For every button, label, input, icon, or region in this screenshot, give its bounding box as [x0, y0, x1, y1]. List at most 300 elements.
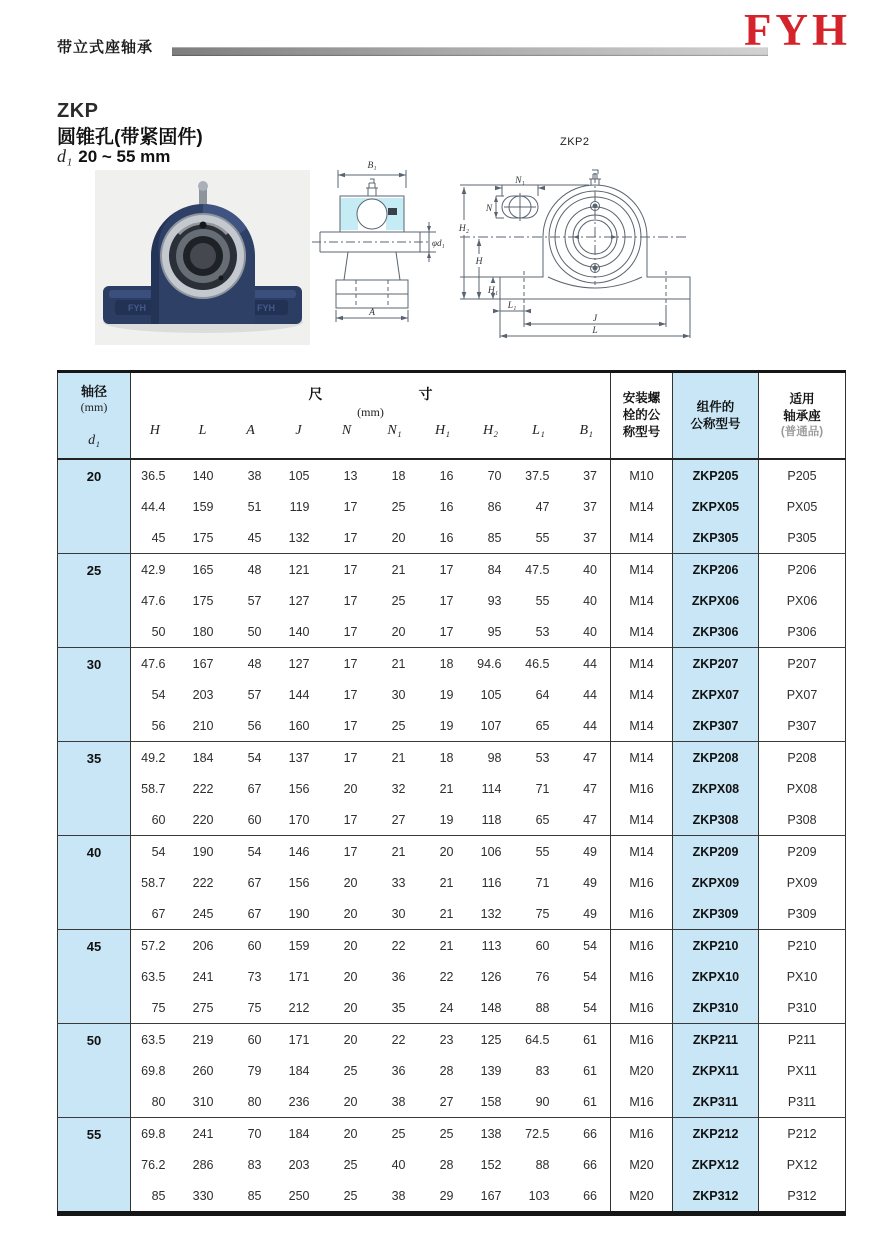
dim-value-cell: 47 [583, 781, 597, 796]
dim-value-cell: 60 [247, 812, 262, 827]
dim-value-cell: 21 [371, 648, 419, 680]
table-row [58, 585, 846, 616]
dim-symbol-h1: H₁ [435, 423, 450, 438]
bolt-size-cell: M16 [611, 898, 673, 930]
bolt-size-cell: M16 [611, 992, 673, 1024]
bolt-size-cell: M14 [611, 836, 673, 868]
shaft-diameter-header [58, 372, 131, 460]
unit-number-cell: ZKP311 [673, 1086, 759, 1118]
dim-value-cell: 114 [481, 781, 502, 796]
dim-value-cell: 146 [275, 836, 323, 868]
dim-value-cell: 156 [288, 875, 310, 890]
dim-value-cell: 38 [227, 459, 275, 491]
housing-number-cell: PX07 [786, 687, 818, 702]
dim-value-cell: 76.2 [141, 1157, 166, 1172]
dim-value-cell: 17 [323, 648, 371, 680]
dim-value-cell: 65 [535, 718, 550, 733]
dim-value-cell: 127 [275, 648, 323, 680]
dim-value-cell: 60 [151, 812, 166, 827]
dim-value-cell: 184 [275, 1118, 323, 1150]
table-row [58, 1055, 846, 1086]
front-view-label: ZKP2 [560, 136, 590, 148]
dim-value-cell: 20 [343, 969, 358, 984]
table-row [58, 992, 846, 1024]
dim-value-cell: 54 [227, 742, 275, 774]
dim-value-cell: 171 [288, 969, 310, 984]
dim-value-cell: 241 [192, 969, 214, 984]
dim-value-cell: 17 [323, 742, 371, 774]
housing-number-cell: P205 [759, 459, 846, 491]
dim-value-cell: 70 [467, 459, 515, 491]
dim-value-cell: 138 [467, 1118, 515, 1150]
dim-value-cell: 47 [583, 812, 597, 827]
housing-number-cell: P306 [787, 624, 817, 639]
dim-value-cell: 132 [480, 906, 502, 921]
dim-value-cell: 167 [480, 1188, 502, 1203]
dim-value-cell: 47 [535, 499, 550, 514]
dim-value-cell: 24 [439, 1000, 454, 1015]
dim-value-cell: 95 [487, 624, 502, 639]
dim-value-cell: 42.9 [131, 554, 179, 586]
dim-value-cell: 330 [192, 1188, 214, 1203]
shaft-diameter-cell: 20 [58, 459, 131, 554]
dim-value-cell: 116 [481, 875, 502, 890]
dim-value-cell: 50 [247, 624, 262, 639]
dim-value-cell: 16 [439, 530, 454, 545]
dim-value-cell: 61 [583, 1063, 597, 1078]
dim-value-cell: 44 [563, 648, 611, 680]
header-divider-bar [172, 47, 768, 56]
dim-value-cell: 139 [480, 1063, 502, 1078]
housing-number-cell: P307 [787, 718, 817, 733]
housing-number-cell: PX06 [786, 593, 818, 608]
shaft-header-unit: (mm) [80, 400, 108, 414]
dim-value-cell: 51 [247, 499, 262, 514]
unit-number-cell: ZKP206 [673, 554, 759, 586]
dim-value-cell: 20 [323, 1024, 371, 1056]
series-code: ZKP [57, 100, 99, 122]
dim-label-a: A [369, 308, 375, 318]
dim-value-cell: 17 [343, 593, 358, 608]
dim-value-cell: 260 [192, 1063, 214, 1078]
dim-value-cell: 36 [391, 969, 406, 984]
dim-value-cell: 66 [563, 1118, 611, 1150]
dim-value-cell: 156 [288, 781, 310, 796]
table-row [58, 1118, 846, 1150]
dim-value-cell: 48 [227, 648, 275, 680]
dim-value-cell: 17 [323, 554, 371, 586]
table-row [58, 742, 846, 774]
unit-number-cell: ZKP308 [673, 804, 759, 836]
bolt-size-cell: M14 [611, 742, 673, 774]
dim-value-cell: 48 [227, 554, 275, 586]
dimensions-header-char1: 尺 [308, 385, 323, 402]
dim-value-cell: 80 [247, 1094, 262, 1109]
dim-value-cell: 20 [419, 836, 467, 868]
dim-value-cell: 190 [288, 906, 310, 921]
dim-value-cell: 71 [535, 875, 550, 890]
unit-number-cell: ZKP207 [673, 648, 759, 680]
dim-value-cell: 40 [583, 593, 597, 608]
unit-number-cell: ZKPX07 [673, 679, 759, 710]
dim-value-cell: 36 [391, 1063, 406, 1078]
housing-number-cell: PX08 [786, 781, 818, 796]
unit-number-cell: ZKP205 [673, 459, 759, 491]
bolt-size-cell: M14 [611, 554, 673, 586]
dim-value-cell: 107 [480, 718, 502, 733]
dim-value-cell: 118 [481, 812, 502, 827]
dim-value-cell: 19 [439, 718, 454, 733]
dim-value-cell: 103 [528, 1188, 550, 1203]
dim-symbol-a: A [246, 423, 255, 438]
unit-number-cell: ZKPX12 [673, 1149, 759, 1180]
dim-value-cell: 56 [247, 718, 262, 733]
dim-value-cell: 54 [583, 969, 597, 984]
dim-value-cell: 159 [192, 499, 214, 514]
dim-value-cell: 21 [371, 742, 419, 774]
dim-label-h: H [475, 257, 483, 267]
dim-value-cell: 61 [583, 1094, 597, 1109]
table-row [58, 522, 846, 554]
dim-value-cell: 17 [439, 593, 454, 608]
dim-value-cell: 76 [535, 969, 550, 984]
shaft-diameter-cell: 45 [58, 930, 131, 1024]
dim-value-cell: 55 [535, 530, 550, 545]
dim-value-cell: 20 [323, 930, 371, 962]
unit-number-header [673, 372, 759, 460]
dim-value-cell: 219 [179, 1024, 227, 1056]
table-row [58, 836, 846, 868]
dim-value-cell: 27 [391, 812, 406, 827]
dim-value-cell: 30 [391, 687, 406, 702]
housing-number-cell: P211 [759, 1024, 846, 1056]
dim-label-h2: H₂ [458, 224, 470, 234]
shaft-diameter-cell: 55 [58, 1118, 131, 1214]
bolt-size-header [611, 372, 673, 460]
dim-value-cell: 90 [535, 1094, 550, 1109]
table-row [58, 616, 846, 648]
dim-value-cell: 175 [192, 593, 214, 608]
dim-value-cell: 17 [439, 624, 454, 639]
housing-number-cell: P310 [787, 1000, 817, 1015]
bolt-size-cell: M14 [611, 804, 673, 836]
dim-value-cell: 180 [192, 624, 214, 639]
unit-header-line1: 组件的 [696, 399, 735, 414]
unit-number-cell: ZKP312 [673, 1180, 759, 1214]
bolt-size-cell: M16 [611, 867, 673, 898]
dim-value-cell: 66 [583, 1188, 597, 1203]
dim-value-cell: 44 [583, 718, 597, 733]
housing-header-note: (普通品) [780, 425, 824, 438]
dim-value-cell: 167 [179, 648, 227, 680]
bolt-size-cell: M20 [611, 1180, 673, 1214]
dim-value-cell: 98 [467, 742, 515, 774]
dim-value-cell: 17 [343, 718, 358, 733]
dim-value-cell: 17 [343, 530, 358, 545]
housing-number-header [759, 372, 846, 460]
bolt-size-cell: M10 [611, 459, 673, 491]
shaft-range [57, 146, 170, 167]
dim-value-cell: 19 [439, 687, 454, 702]
bolt-size-cell: M14 [611, 522, 673, 554]
fyh-logo: FYH [744, 5, 851, 55]
dim-value-cell: 25 [343, 1063, 358, 1078]
dim-value-cell: 63.5 [131, 1024, 179, 1056]
dim-value-cell: 21 [439, 875, 454, 890]
photo-brand-left: FYH [128, 303, 146, 313]
housing-number-cell: P308 [787, 812, 817, 827]
dim-value-cell: 67 [247, 906, 262, 921]
dim-symbol-h2: H₂ [483, 423, 498, 438]
dim-value-cell: 18 [371, 459, 419, 491]
dim-symbol-j: J [295, 423, 302, 438]
dim-value-cell: 184 [179, 742, 227, 774]
dim-value-cell: 21 [371, 836, 419, 868]
bolt-size-cell: M16 [611, 1118, 673, 1150]
dim-value-cell: 32 [391, 781, 406, 796]
dim-value-cell: 49.2 [131, 742, 179, 774]
dim-value-cell: 17 [343, 499, 358, 514]
unit-number-cell: ZKP307 [673, 710, 759, 742]
dim-label-j: J [592, 314, 598, 324]
dim-label-phi-d1: φd₁ [432, 238, 445, 248]
dim-value-cell: 20 [343, 781, 358, 796]
bolt-size-cell: M14 [611, 491, 673, 522]
housing-number-cell: P312 [787, 1188, 817, 1203]
housing-number-cell: P208 [759, 742, 846, 774]
unit-number-cell: ZKP305 [673, 522, 759, 554]
table-row [58, 1024, 846, 1056]
unit-number-cell: ZKP208 [673, 742, 759, 774]
table-row [58, 491, 846, 522]
dim-value-cell: 22 [371, 1024, 419, 1056]
dim-value-cell: 148 [480, 1000, 502, 1015]
dim-value-cell: 21 [439, 781, 454, 796]
dim-value-cell: 75 [151, 1000, 166, 1015]
dim-value-cell: 57.2 [131, 930, 179, 962]
dim-label-l1: L₁ [507, 301, 517, 311]
dim-value-cell: 203 [288, 1157, 310, 1172]
bolt-size-cell: M16 [611, 1024, 673, 1056]
dim-label-n1: N₁ [515, 176, 525, 186]
dim-symbol-n1: N₁ [387, 423, 402, 438]
dim-value-cell: 67 [247, 875, 262, 890]
dim-value-cell: 19 [439, 812, 454, 827]
dim-value-cell: 29 [439, 1188, 454, 1203]
dim-value-cell: 54 [583, 1000, 597, 1015]
bolt-size-cell: M14 [611, 679, 673, 710]
dim-value-cell: 184 [288, 1063, 310, 1078]
dim-value-cell: 152 [480, 1157, 502, 1172]
dim-value-cell: 55 [515, 836, 563, 868]
dim-value-cell: 64 [535, 687, 550, 702]
dim-value-cell: 60 [227, 930, 275, 962]
dim-value-cell: 23 [419, 1024, 467, 1056]
dimension-table [57, 370, 845, 1216]
dim-value-cell: 66 [583, 1157, 597, 1172]
dim-label-l: L [592, 326, 598, 336]
dimensions-header-unit: (mm) [357, 404, 384, 419]
housing-number-cell: PX05 [786, 499, 818, 514]
dim-value-cell: 65 [535, 812, 550, 827]
dim-value-cell: 17 [343, 624, 358, 639]
dim-value-cell: 25 [391, 593, 406, 608]
unit-number-cell: ZKPX09 [673, 867, 759, 898]
dim-value-cell: 18 [419, 742, 467, 774]
dim-value-cell: 137 [275, 742, 323, 774]
dim-symbol-l1: L₁ [532, 423, 545, 438]
unit-number-cell: ZKP210 [673, 930, 759, 962]
dim-value-cell: 113 [467, 930, 515, 962]
shaft-diameter-cell: 40 [58, 836, 131, 930]
dim-value-cell: 22 [439, 969, 454, 984]
dim-value-cell: 44.4 [141, 499, 166, 514]
dim-value-cell: 22 [371, 930, 419, 962]
table-row [58, 773, 846, 804]
dim-value-cell: 49 [583, 906, 597, 921]
dim-value-cell: 20 [343, 1094, 358, 1109]
dim-label-h1: H₁ [487, 286, 499, 296]
housing-number-cell: P305 [787, 530, 817, 545]
table-row [58, 459, 846, 491]
dim-value-cell: 75 [247, 1000, 262, 1015]
table-row [58, 898, 846, 930]
dim-value-cell: 21 [371, 554, 419, 586]
dim-value-cell: 13 [323, 459, 371, 491]
dim-value-cell: 88 [535, 1157, 550, 1172]
dim-value-cell: 33 [391, 875, 406, 890]
shaft-diameter-cell: 50 [58, 1024, 131, 1118]
dim-value-cell: 27 [439, 1094, 454, 1109]
dim-value-cell: 40 [583, 624, 597, 639]
housing-number-cell: P210 [759, 930, 846, 962]
dim-value-cell: 94.6 [467, 648, 515, 680]
dim-value-cell: 165 [179, 554, 227, 586]
dim-value-cell: 49 [563, 836, 611, 868]
unit-number-cell: ZKP209 [673, 836, 759, 868]
dim-value-cell: 126 [480, 969, 502, 984]
dim-value-cell: 20 [343, 1000, 358, 1015]
bolt-size-cell: M14 [611, 616, 673, 648]
dim-value-cell: 53 [535, 624, 550, 639]
shaft-header-title: 轴径 [80, 384, 107, 399]
dim-value-cell: 125 [467, 1024, 515, 1056]
dim-value-cell: 16 [419, 459, 467, 491]
housing-number-cell: P206 [759, 554, 846, 586]
dim-value-cell: 37 [583, 499, 597, 514]
bolt-header-line1: 安装螺 [622, 391, 661, 406]
unit-number-cell: ZKP310 [673, 992, 759, 1024]
dim-value-cell: 47.6 [141, 593, 166, 608]
shaft-diameter-cell: 25 [58, 554, 131, 648]
dim-value-cell: 40 [563, 554, 611, 586]
dim-value-cell: 85 [151, 1188, 166, 1203]
dim-value-cell: 206 [179, 930, 227, 962]
dim-label-n: N [485, 204, 493, 214]
dim-value-cell: 73 [247, 969, 262, 984]
dim-value-cell: 140 [288, 624, 310, 639]
dim-value-cell: 170 [288, 812, 310, 827]
dim-value-cell: 69.8 [141, 1063, 166, 1078]
dim-value-cell: 106 [467, 836, 515, 868]
shaft-range-symbol: d₁ [57, 146, 73, 166]
dim-value-cell: 203 [192, 687, 214, 702]
dim-value-cell: 25 [391, 718, 406, 733]
dim-value-cell: 38 [391, 1094, 406, 1109]
unit-number-cell: ZKP306 [673, 616, 759, 648]
table-body [58, 459, 846, 1214]
dim-symbol-h: H [149, 423, 160, 438]
unit-number-cell: ZKPX11 [673, 1055, 759, 1086]
dim-value-cell: 79 [247, 1063, 262, 1078]
dim-value-cell: 83 [247, 1157, 262, 1172]
dim-value-cell: 20 [391, 624, 406, 639]
dim-value-cell: 28 [439, 1063, 454, 1078]
housing-number-cell: P311 [787, 1094, 817, 1109]
dim-value-cell: 80 [151, 1094, 166, 1109]
bolt-size-cell: M20 [611, 1149, 673, 1180]
dim-value-cell: 86 [487, 499, 502, 514]
dim-value-cell: 88 [535, 1000, 550, 1015]
housing-header-line2: 轴承座 [783, 408, 821, 423]
bolt-size-cell: M14 [611, 585, 673, 616]
dim-value-cell: 25 [371, 1118, 419, 1150]
dim-value-cell: 61 [563, 1024, 611, 1056]
dim-value-cell: 21 [419, 930, 467, 962]
dim-value-cell: 54 [151, 687, 166, 702]
dim-value-cell: 56 [151, 718, 166, 733]
dim-value-cell: 60 [515, 930, 563, 962]
unit-number-cell: ZKPX10 [673, 961, 759, 992]
dim-value-cell: 60 [227, 1024, 275, 1056]
shaft-header-symbol: d₁ [88, 433, 100, 448]
section-title: 带立式座轴承 [57, 39, 154, 56]
shaft-diameter-cell: 30 [58, 648, 131, 742]
dim-value-cell: 55 [535, 593, 550, 608]
dim-value-cell: 17 [343, 812, 358, 827]
unit-number-cell: ZKP211 [673, 1024, 759, 1056]
dim-value-cell: 18 [419, 648, 467, 680]
dim-value-cell: 49 [583, 875, 597, 890]
housing-number-cell: PX11 [787, 1063, 817, 1078]
unit-number-cell: ZKP212 [673, 1118, 759, 1150]
bolt-size-cell: M16 [611, 930, 673, 962]
dim-value-cell: 67 [151, 906, 166, 921]
dim-value-cell: 17 [323, 836, 371, 868]
dim-value-cell: 21 [439, 906, 454, 921]
dim-value-cell: 83 [535, 1063, 550, 1078]
dim-value-cell: 25 [343, 1188, 358, 1203]
housing-number-cell: PX09 [786, 875, 818, 890]
dim-value-cell: 47.6 [131, 648, 179, 680]
dim-value-cell: 54 [227, 836, 275, 868]
dim-value-cell: 16 [439, 499, 454, 514]
dim-symbol-b1: B₁ [579, 423, 593, 438]
dim-value-cell: 50 [151, 624, 166, 639]
housing-number-cell: P309 [787, 906, 817, 921]
dim-value-cell: 286 [192, 1157, 214, 1172]
dim-value-cell: 28 [439, 1157, 454, 1172]
dim-value-cell: 38 [391, 1188, 406, 1203]
dim-value-cell: 144 [288, 687, 310, 702]
dim-value-cell: 190 [179, 836, 227, 868]
dim-symbol-n: N [341, 423, 352, 438]
dimensions-header-char2: 寸 [418, 385, 433, 402]
dim-value-cell: 70 [227, 1118, 275, 1150]
dim-value-cell: 222 [192, 781, 214, 796]
dim-value-cell: 37.5 [515, 459, 563, 491]
table-row [58, 1180, 846, 1214]
